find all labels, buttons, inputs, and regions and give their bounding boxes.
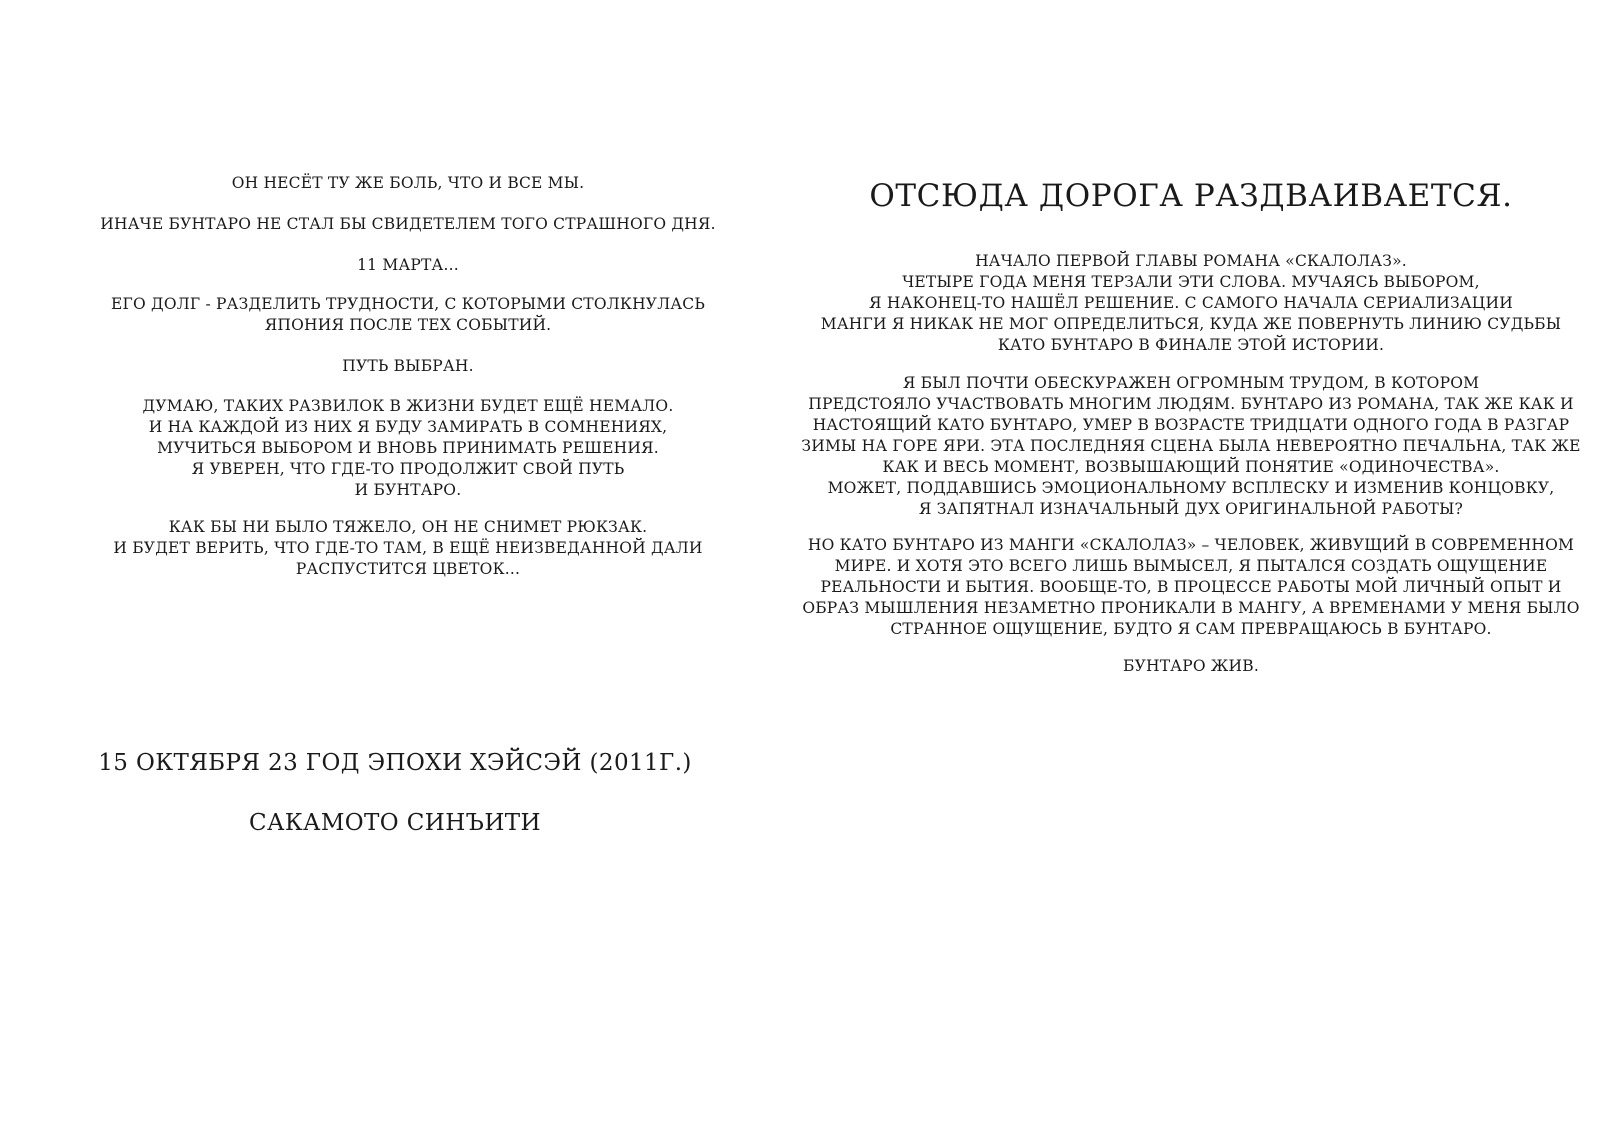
text-line: РАСПУСТИТСЯ ЦВЕТОК...	[295, 560, 521, 578]
left-paragraph-7	[48, 517, 768, 580]
text-line: Я ЗАПЯТНАЛ ИЗНАЧАЛЬНЫЙ ДУХ ОРИГИНАЛЬНОЙ РАБОТЫ?	[918, 500, 1464, 518]
text-line: НАСТОЯЩИЙ КАТО БУНТАРО, УМЕР В ВОЗРАСТЕ ТРИДЦАТИ ОДНОГО ГОДА В РАЗГАР	[812, 416, 1570, 434]
text-line: МАНГИ Я НИКАК НЕ МОГ ОПРЕДЕЛИТЬСЯ, КУДА ЖЕ ПОВЕРНУТЬ ЛИНИЮ СУДЬБЫ	[820, 315, 1562, 333]
left-paragraph-6	[48, 396, 768, 501]
text-line: БУНТАРО ЖИВ.	[1123, 657, 1259, 675]
text-line: КАК И ВЕСЬ МОМЕНТ, ВОЗВЫШАЮЩИЙ ПОНЯТИЕ «ОДИНОЧЕСТВА».	[882, 458, 1500, 476]
text-line: КАТО БУНТАРО В ФИНАЛЕ ЭТОЙ ИСТОРИИ.	[997, 336, 1385, 354]
text-line: Я УВЕРЕН, ЧТО ГДЕ-ТО ПРОДОЛЖИТ СВОЙ ПУТЬ	[191, 460, 625, 478]
text-line: РЕАЛЬНОСТИ И БЫТИЯ. ВООБЩЕ-ТО, В ПРОЦЕССЕ РАБОТЫ МОЙ ЛИЧНЫЙ ОПЫТ И	[820, 578, 1562, 596]
text-line: ИНАЧЕ БУНТАРО НЕ СТАЛ БЫ СВИДЕТЕЛЕМ ТОГО СТРАШНОГО ДНЯ.	[100, 215, 716, 233]
right-paragraph-4	[801, 656, 1581, 677]
page-title: ОТСЮДА ДОРОГА РАЗДВАИВАЕТСЯ.	[869, 178, 1513, 214]
left-paragraph-5	[48, 356, 768, 377]
left-paragraph-2	[48, 214, 768, 235]
text-line: ОН НЕСЁТ ТУ ЖЕ БОЛЬ, ЧТО И ВСЕ МЫ.	[231, 174, 585, 192]
text-line: И БУНТАРО.	[354, 481, 462, 499]
left-paragraph-4	[48, 294, 768, 336]
text-line: Я НАКОНЕЦ-ТО НАШЁЛ РЕШЕНИЕ. С САМОГО НАЧАЛА СЕРИАЛИЗАЦИИ	[869, 294, 1513, 312]
text-line: ЕГО ДОЛГ - РАЗДЕЛИТЬ ТРУДНОСТИ, С КОТОРЫМИ СТОЛКНУЛАСЬ	[111, 295, 705, 313]
text-line: МОЖЕТ, ПОДДАВШИСЬ ЭМОЦИОНАЛЬНОМУ ВСПЛЕСКУ И ИЗМЕНИВ КОНЦОВКУ,	[827, 479, 1555, 497]
text-line: ДУМАЮ, ТАКИХ РАЗВИЛОК В ЖИЗНИ БУДЕТ ЕЩЁ НЕМАЛО.	[142, 397, 674, 415]
text-line: ЧЕТЫРЕ ГОДА МЕНЯ ТЕРЗАЛИ ЭТИ СЛОВА. МУЧАЯСЬ ВЫБОРОМ,	[902, 273, 1480, 291]
text-line: МУЧИТЬСЯ ВЫБОРОМ И ВНОВЬ ПРИНИМАТЬ РЕШЕНИЯ.	[157, 439, 659, 457]
left-paragraph-3	[48, 255, 768, 276]
text-line: МИРЕ. И ХОТЯ ЭТО ВСЕГО ЛИШЬ ВЫМЫСЕЛ, Я ПЫТАЛСЯ СОЗДАТЬ ОЩУЩЕНИЕ	[834, 557, 1548, 575]
text-line: СТРАННОЕ ОЩУЩЕНИЕ, БУДТО Я САМ ПРЕВРАЩАЮСЬ В БУНТАРО.	[890, 620, 1492, 638]
text-line: И НА КАЖДОЙ ИЗ НИХ Я БУДУ ЗАМИРАТЬ В СОМНЕНИЯХ,	[148, 418, 668, 436]
right-paragraph-3	[801, 535, 1581, 640]
signature-author: САКАМОТО СИНЪИТИ	[249, 810, 541, 836]
text-line: НАЧАЛО ПЕРВОЙ ГЛАВЫ РОМАНА «СКАЛОЛАЗ».	[975, 252, 1407, 270]
right-paragraph-2	[801, 373, 1581, 520]
text-line: ЯПОНИЯ ПОСЛЕ ТЕХ СОБЫТИЙ.	[264, 316, 552, 334]
text-line: НО КАТО БУНТАРО ИЗ МАНГИ «СКАЛОЛАЗ» – ЧЕЛОВЕК, ЖИВУЩИЙ В СОВРЕМЕННОМ	[807, 536, 1575, 554]
text-line: ПУТЬ ВЫБРАН.	[342, 357, 474, 375]
left-paragraph-1	[48, 173, 768, 194]
right-page	[800, 0, 1600, 1147]
text-line: 11 МАРТА...	[357, 256, 459, 274]
signature-date: 15 ОКТЯБРЯ 23 ГОД ЭПОХИ ХЭЙСЭЙ (2011Г.)	[98, 750, 692, 776]
right-paragraph-1	[801, 251, 1581, 356]
text-line: ПРЕДСТОЯЛО УЧАСТВОВАТЬ МНОГИМ ЛЮДЯМ. БУНТАРО ИЗ РОМАНА, ТАК ЖЕ КАК И	[808, 395, 1574, 413]
text-line: ОБРАЗ МЫШЛЕНИЯ НЕЗАМЕТНО ПРОНИКАЛИ В МАНГУ, А ВРЕМЕНАМИ У МЕНЯ БЫЛО	[802, 599, 1580, 617]
text-line: Я БЫЛ ПОЧТИ ОБЕСКУРАЖЕН ОГРОМНЫМ ТРУДОМ, В КОТОРОМ	[902, 374, 1480, 392]
text-line: КАК БЫ НИ БЫЛО ТЯЖЕЛО, ОН НЕ СНИМЕТ РЮКЗАК.	[168, 518, 648, 536]
text-line: И БУДЕТ ВЕРИТЬ, ЧТО ГДЕ-ТО ТАМ, В ЕЩЁ НЕИЗВЕДАННОЙ ДАЛИ	[113, 539, 703, 557]
text-line: ЗИМЫ НА ГОРЕ ЯРИ. ЭТА ПОСЛЕДНЯЯ СЦЕНА БЫЛА НЕВЕРОЯТНО ПЕЧАЛЬНА, ТАК ЖЕ	[801, 437, 1581, 455]
